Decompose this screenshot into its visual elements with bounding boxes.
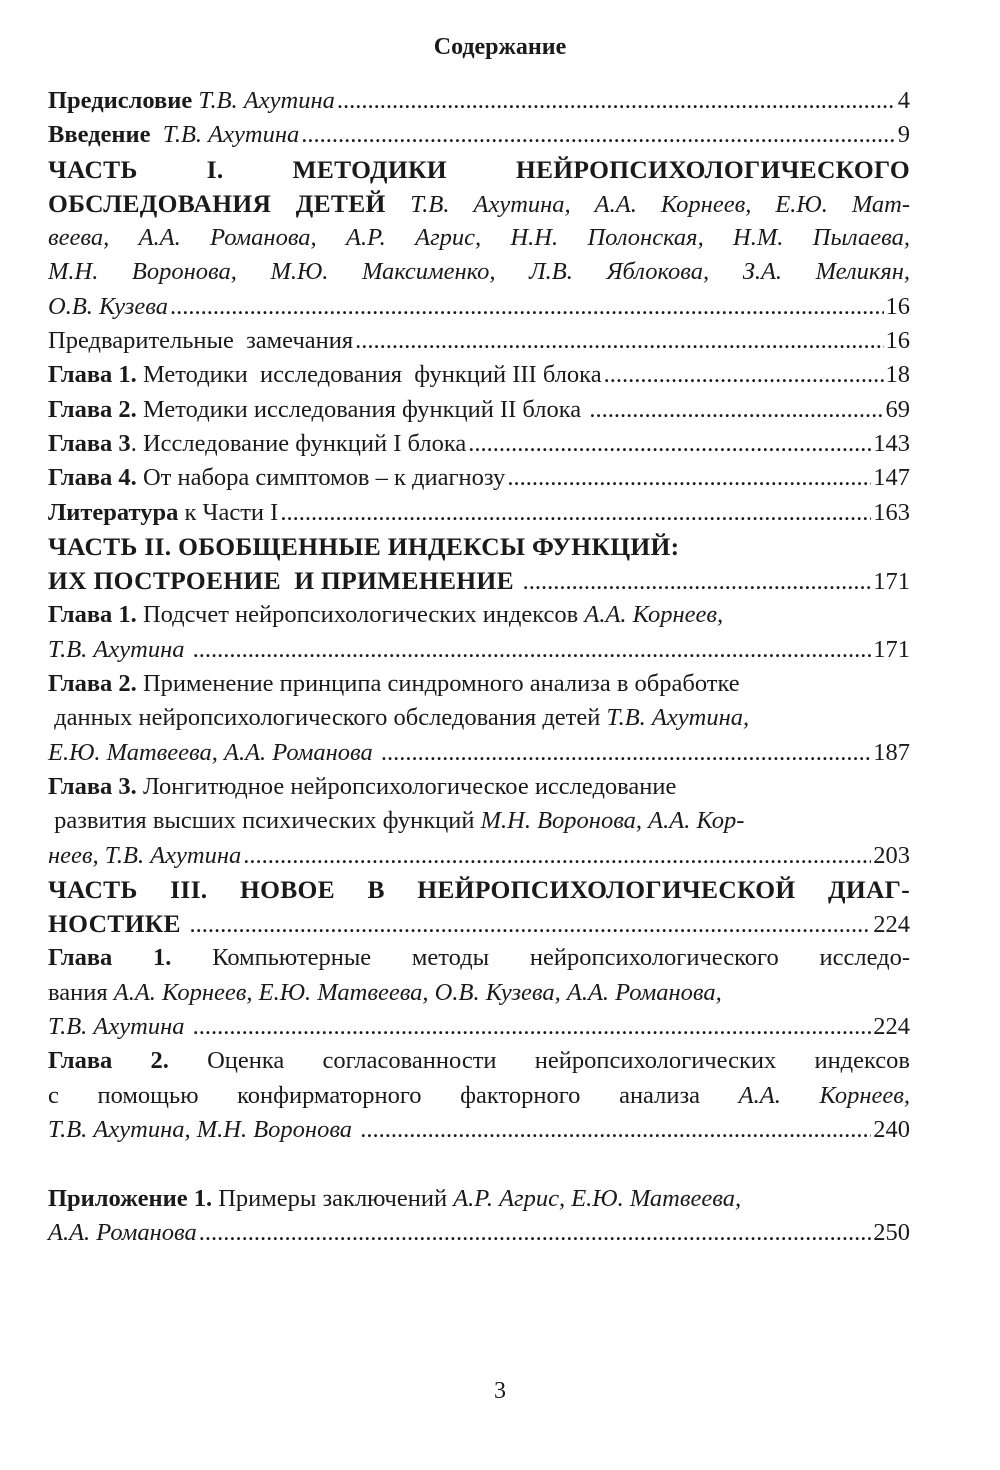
toc-line xyxy=(48,1010,910,1044)
page-number: 3 xyxy=(494,1378,506,1404)
spacer xyxy=(48,1147,910,1181)
toc-entry-title: Методики исследования функций III блока xyxy=(136,361,602,389)
toc-page-number: 147 xyxy=(873,464,910,492)
dot-leader xyxy=(337,84,896,118)
toc-page-number: 203 xyxy=(873,841,910,869)
toc-entry-label: Приложение 1. xyxy=(48,1184,213,1212)
toc-authors: А.А. Романова xyxy=(48,1218,197,1246)
toc-entry-label: Глава 2. xyxy=(48,670,137,698)
toc-line xyxy=(48,736,910,770)
toc-line xyxy=(48,770,910,804)
dot-leader xyxy=(468,427,871,461)
toc-entry-title: к Части I xyxy=(178,498,279,526)
toc-entry-label: ЧАСТЬ I. МЕТОДИКИ НЕЙРОПСИХОЛОГИЧЕСКОГО xyxy=(48,154,910,184)
toc-line xyxy=(48,461,910,495)
toc-authors: Т.В. Ахутина, А.А. Корнеев, Е.Ю. Мат- xyxy=(410,190,910,218)
toc-entry-title: данных нейропсихологического обследования детей xyxy=(48,704,607,732)
toc-authors: Т.В. Ахутина xyxy=(48,1013,191,1041)
toc-line xyxy=(48,873,910,907)
toc-line xyxy=(48,358,910,392)
toc-authors: неев, Т.В. Ахутина xyxy=(48,841,242,869)
toc-entry-label: Введение xyxy=(48,121,163,149)
toc-authors: А.Р. Агрис, Е.Ю. Матвеева, xyxy=(453,1184,742,1212)
toc-page-number: 143 xyxy=(873,429,910,457)
toc-entry-label: Предисловие xyxy=(48,87,199,114)
dot-leader xyxy=(199,1216,872,1250)
toc-entry-label: ЧАСТЬ II. ОБОБЩЕННЫЕ ИНДЕКСЫ ФУНКЦИЙ: xyxy=(48,531,680,561)
toc-authors: Т.В. Ахутина xyxy=(198,87,335,114)
toc-entry-label: Глава 3 xyxy=(48,429,131,457)
page-title: Содержание xyxy=(433,34,567,60)
dot-leader xyxy=(360,1113,871,1147)
toc-line xyxy=(48,839,910,873)
toc-page-number: 69 xyxy=(885,395,910,423)
toc-page-number: 250 xyxy=(873,1218,910,1246)
toc-entry-label: ОБСЛЕДОВАНИЯ ДЕТЕЙ xyxy=(48,188,411,218)
toc-page-number: 16 xyxy=(885,327,910,355)
toc-entry-label: Глава 3. xyxy=(48,772,137,800)
toc-line xyxy=(48,633,910,667)
toc-entry-title: Оценка согласованности нейропсихологических индексов xyxy=(207,1047,910,1075)
toc-entry-title: Лонгитюдное нейропсихологическое исследование xyxy=(136,772,677,800)
toc-line xyxy=(48,427,910,461)
toc-line xyxy=(48,1113,910,1147)
toc-line xyxy=(48,153,910,187)
dot-leader xyxy=(523,565,872,599)
toc-line xyxy=(48,804,910,838)
toc-line xyxy=(48,1044,910,1078)
toc-line xyxy=(48,1182,910,1216)
dot-leader xyxy=(280,496,871,530)
toc-page-number: 171 xyxy=(873,635,910,663)
toc-authors: А.А. Корнеев, Е.Ю. Матвеева, О.В. Кузева, А.А. Романова, xyxy=(113,978,722,1006)
toc-page-number: 16 xyxy=(885,292,910,320)
toc-entry-label: Глава 4. xyxy=(48,464,137,492)
toc-line xyxy=(48,598,910,632)
dot-leader xyxy=(604,358,884,392)
toc-page-number: 224 xyxy=(873,1013,910,1041)
toc-entry-label: Глава 1. xyxy=(48,601,137,629)
dot-leader xyxy=(193,633,872,667)
dot-leader xyxy=(355,324,883,358)
toc-line xyxy=(48,324,910,358)
toc-entry-title: с помощью конфирматорного факторного анализа xyxy=(48,1081,739,1109)
toc-entry-label: Глава 1. xyxy=(48,944,172,972)
toc-entry-title: От набора симптомов – к диагнозу xyxy=(136,464,506,492)
toc-entry-label: Глава 1. xyxy=(48,361,137,389)
toc-entry-title: Подсчет нейропсихологических индексов xyxy=(136,601,585,629)
toc-line xyxy=(48,1079,910,1113)
toc-line xyxy=(48,118,910,152)
toc-page-number: 240 xyxy=(873,1115,910,1143)
toc-line xyxy=(48,290,910,324)
toc-line xyxy=(48,907,910,941)
toc-authors: Т.В. Ахутина xyxy=(48,635,191,663)
toc-line xyxy=(48,496,910,530)
toc-line xyxy=(48,187,910,221)
toc-authors: А.А. Корнеев, xyxy=(584,601,724,629)
dot-leader xyxy=(193,1010,872,1044)
toc-entry-label: Литература xyxy=(48,498,179,526)
toc-page-number: 18 xyxy=(885,361,910,389)
toc-entry-label: НОСТИКЕ xyxy=(48,909,188,939)
toc-page-number: 187 xyxy=(873,738,910,766)
toc-line xyxy=(48,701,910,735)
toc-page-number: 224 xyxy=(873,911,910,939)
toc-entry-label: ИХ ПОСТРОЕНИЕ И ПРИМЕНЕНИЕ xyxy=(48,566,521,596)
toc-line xyxy=(48,1216,910,1250)
toc-authors: А.А. Корнеев, xyxy=(738,1081,910,1109)
toc-entry-title: развития высших психических функций xyxy=(48,807,481,835)
toc-entry-title: Компьютерные методы нейропсихологического исследо- xyxy=(212,944,910,972)
dot-leader xyxy=(190,908,872,942)
toc-authors: Е.Ю. Матвеева, А.А. Романова xyxy=(48,738,379,766)
toc-authors: веева, А.А. Романова, А.Р. Агрис, Н.Н. Полонская, Н.М. Пылаева, xyxy=(48,224,910,252)
toc-entry-label: ЧАСТЬ III. НОВОЕ В НЕЙРОПСИХОЛОГИЧЕСКОЙ ДИАГ- xyxy=(48,874,910,904)
toc-page-number: 163 xyxy=(873,498,910,526)
dot-leader xyxy=(507,461,871,495)
toc-entry-title: Предварительные замечания xyxy=(48,327,354,355)
toc-entry-title: Примеры заключений xyxy=(212,1184,454,1212)
toc-line xyxy=(48,221,910,255)
toc-line xyxy=(48,84,910,118)
toc-authors: О.В. Кузева xyxy=(48,292,168,320)
toc-authors: М.Н. Воронова, А.А. Кор- xyxy=(480,807,745,835)
toc-entry-title: . Исследование функций I блока xyxy=(130,429,467,457)
dot-leader xyxy=(381,736,871,770)
toc-entry-title: Методики исследования функций II блока xyxy=(136,395,588,423)
toc-page-number: 171 xyxy=(873,568,910,596)
toc-entry-label: Глава 2. xyxy=(48,1047,169,1075)
dot-leader xyxy=(589,393,883,427)
dot-leader xyxy=(170,290,884,324)
toc-authors: М.Н. Воронова, М.Ю. Максименко, Л.В. Яблокова, З.А. Меликян, xyxy=(48,258,910,286)
toc-page-number: 4 xyxy=(897,87,910,114)
toc-line xyxy=(48,667,910,701)
dot-leader xyxy=(243,839,871,873)
toc-line xyxy=(48,393,910,427)
toc-line xyxy=(48,976,910,1010)
dot-leader xyxy=(301,118,896,152)
toc-line xyxy=(48,530,910,564)
toc-authors: Т.В. Ахутина xyxy=(162,121,300,149)
table-of-contents xyxy=(48,84,910,1250)
toc-authors: Т.В. Ахутина, xyxy=(606,704,750,732)
toc-authors: Т.В. Ахутина, М.Н. Воронова xyxy=(48,1115,359,1143)
toc-line xyxy=(48,941,910,975)
toc-entry-label: Глава 2. xyxy=(48,395,137,423)
toc-line xyxy=(48,564,910,598)
toc-entry-title: Применение принципа синдромного анализа в обработке xyxy=(136,670,740,698)
toc-entry-title: вания xyxy=(48,978,114,1006)
toc-page-number: 9 xyxy=(897,121,910,149)
toc-line xyxy=(48,255,910,289)
